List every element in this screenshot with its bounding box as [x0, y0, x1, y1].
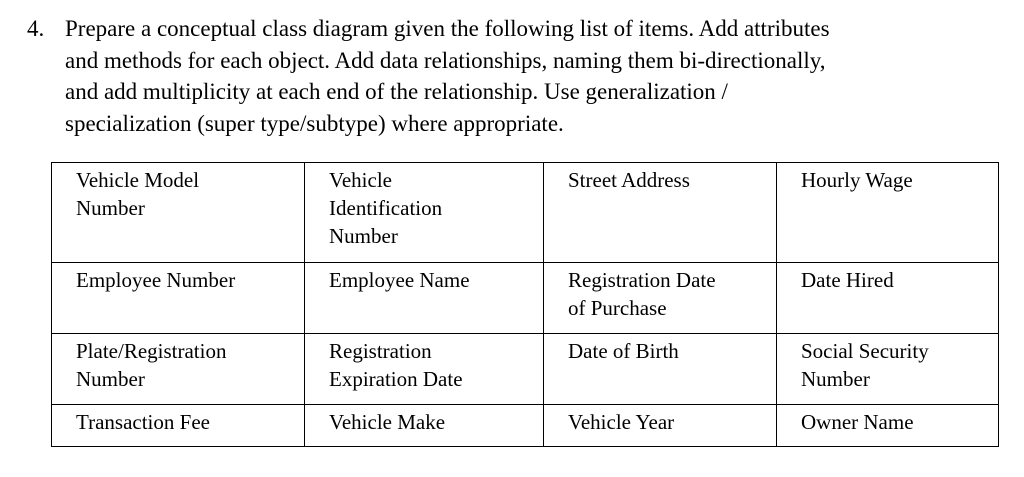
table-cell: Vehicle Identification Number — [305, 163, 544, 263]
table-cell: Registration Date of Purchase — [544, 263, 777, 334]
items-table — [51, 162, 999, 447]
question-number: 4. — [27, 16, 45, 41]
table-cell: Hourly Wage — [777, 163, 999, 263]
question-line: and add multiplicity at each end of the relationship. Use generalization / — [65, 79, 728, 104]
table-cell: Social Security Number — [777, 334, 999, 405]
table-cell: Registration Expiration Date — [305, 334, 544, 405]
question-line: Prepare a conceptual class diagram given the following list of items. Add attributes — [65, 16, 830, 41]
table-cell: Transaction Fee — [52, 405, 305, 447]
table-cell: Vehicle Year — [544, 405, 777, 447]
table-cell: Employee Name — [305, 263, 544, 334]
table-cell: Owner Name — [777, 405, 999, 447]
table-cell: Vehicle Make — [305, 405, 544, 447]
table-cell: Plate/Registration Number — [52, 334, 305, 405]
table-row — [52, 163, 999, 263]
question-line: specialization (super type/subtype) where appropriate. — [65, 110, 564, 136]
table-cell: Street Address — [544, 163, 777, 263]
table-row — [52, 334, 999, 405]
table-cell: Date of Birth — [544, 334, 777, 405]
question-line: and methods for each object. Add data relationships, naming them bi-directionally, — [65, 47, 826, 73]
table-cell: Date Hired — [777, 263, 999, 334]
table-cell: Employee Number — [52, 263, 305, 334]
table-row — [52, 263, 999, 334]
question-text — [65, 13, 987, 139]
table-cell: Vehicle Model Number — [52, 163, 305, 263]
question-block — [27, 13, 987, 139]
table-row — [52, 405, 999, 447]
